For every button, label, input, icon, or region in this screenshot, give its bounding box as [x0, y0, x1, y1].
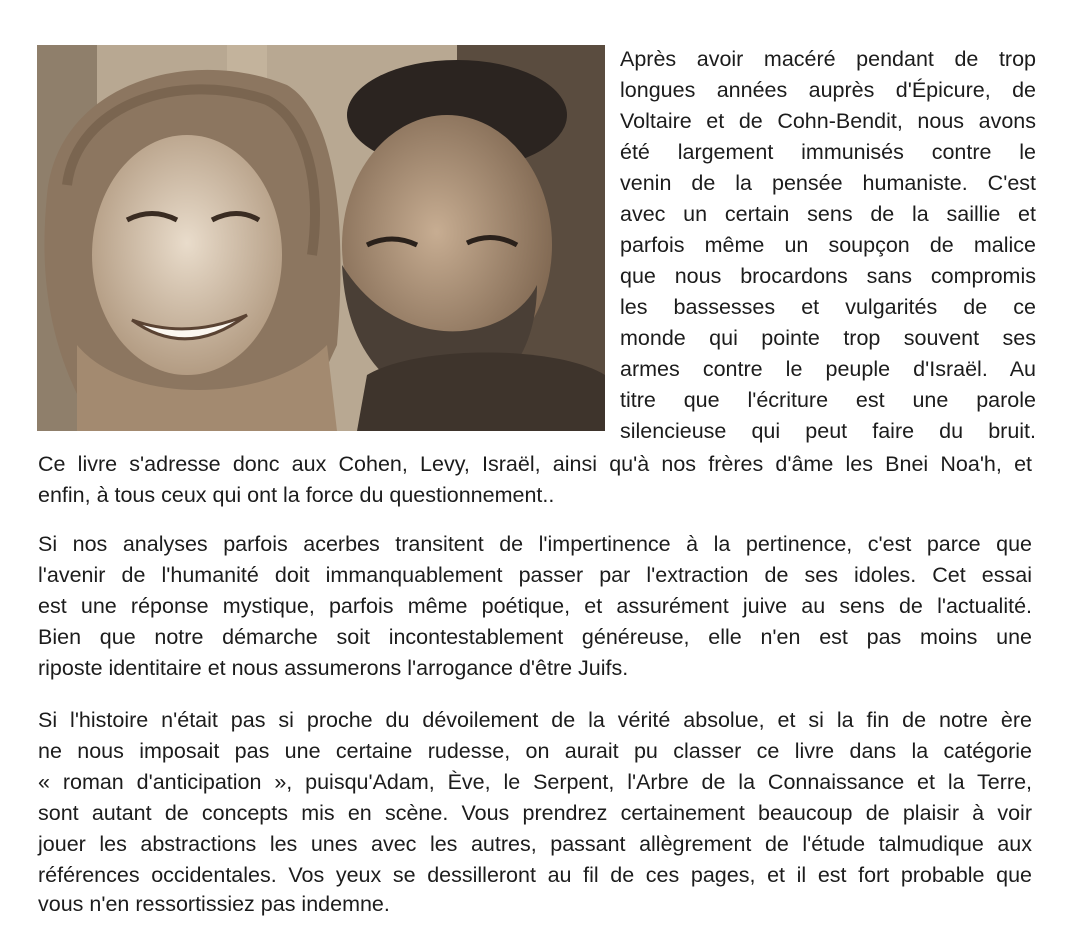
paragraph-line: « roman d'anticipation », puisqu'Adam, Ève, le Serpent, l'Arbre de la Connaissance et la Terre,	[38, 770, 1032, 794]
intro-line: Voltaire et de Cohn-Bendit, nous avons	[620, 109, 1036, 133]
intro-line: enfin, à tous ceux qui ont la force du questionnement..	[38, 483, 555, 507]
paragraph-line: références occidentales. Vos yeux se dessilleront au fil de ces pages, et il est fort probable que	[38, 863, 1032, 887]
intro-line: Ce livre s'adresse donc aux Cohen, Levy, Israël, ainsi qu'à nos frères d'âme les Bnei Noa'h, et	[38, 452, 1032, 476]
intro-line: Après avoir macéré pendant de trop	[620, 47, 1036, 71]
paragraph-line: riposte identitaire et nous assumerons l'arrogance d'être Juifs.	[38, 656, 629, 680]
intro-line: armes contre le peuple d'Israël. Au	[620, 357, 1036, 381]
intro-line: parfois même un soupçon de malice	[620, 233, 1036, 257]
intro-line: avec un certain sens de la saillie et	[620, 202, 1036, 226]
paragraph-line: ne nous imposait pas une certaine rudesse, on aurait pu classer ce livre dans la catégorie	[38, 739, 1032, 763]
paragraph-line: jouer les abstractions les unes avec les autres, passant allègrement de l'étude talmudique aux	[38, 832, 1032, 856]
paragraph-line: Si nos analyses parfois acerbes transitent de l'impertinence à la pertinence, c'est parce que	[38, 532, 1032, 556]
intro-line: monde qui pointe trop souvent ses	[620, 326, 1036, 350]
paragraph-line: vous n'en ressortissiez pas indemne.	[38, 892, 390, 916]
paragraph-line: est une réponse mystique, parfois même poétique, et assurément juive au sens de l'actualité.	[38, 594, 1032, 618]
paragraph-line: l'avenir de l'humanité doit immanquablement passer par l'extraction de ses idoles. Cet essai	[38, 563, 1032, 587]
portrait-photo	[37, 45, 605, 431]
intro-line: longues années auprès d'Épicure, de	[620, 78, 1036, 102]
paragraph-line: Bien que notre démarche soit incontestablement généreuse, elle n'en est pas moins une	[38, 625, 1032, 649]
intro-line: venin de la pensée humaniste. C'est	[620, 171, 1036, 195]
paragraph-line: Si l'histoire n'était pas si proche du dévoilement de la vérité absolue, et si la fin de notre ère	[38, 708, 1032, 732]
intro-line: été largement immunisés contre le	[620, 140, 1036, 164]
intro-line: les bassesses et vulgarités de ce	[620, 295, 1036, 319]
paragraph-line: sont autant de concepts mis en scène. Vous prendrez certainement beaucoup de plaisir à voir	[38, 801, 1032, 825]
portrait-illustration	[37, 45, 605, 431]
intro-line: silencieuse qui peut faire du bruit.	[620, 419, 1036, 443]
intro-line: que nous brocardons sans compromis	[620, 264, 1036, 288]
intro-line: titre que l'écriture est une parole	[620, 388, 1036, 412]
